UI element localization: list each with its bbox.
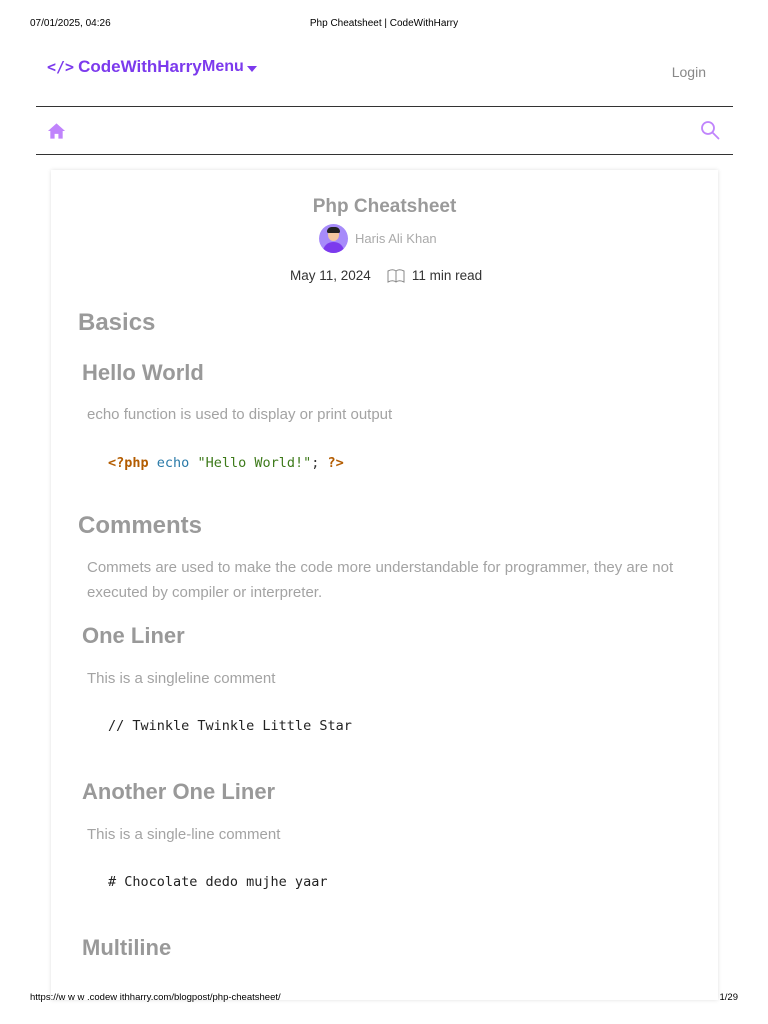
menu-dropdown-button[interactable] — [202, 58, 257, 76]
code-block-hello — [108, 455, 344, 471]
code-semicolon: ; — [311, 455, 320, 471]
heading-multiline: Multiline — [82, 935, 172, 960]
code-brackets-icon: </> — [47, 58, 75, 76]
heading-another-one-liner: Another One Liner — [82, 779, 276, 804]
print-page-title: Php Cheatsheet | CodeWithHarry — [309, 18, 459, 29]
brand-logo[interactable] — [47, 57, 202, 77]
print-footer — [0, 992, 768, 1006]
publish-date: May 11, 2024 — [290, 268, 371, 283]
comments-description: Commets are used to make the code more understandable for programmer, they are not executed by compiler or interpreter. — [87, 559, 674, 601]
author-avatar — [319, 224, 348, 253]
print-datetime: 07/01/2025, 04:26 — [30, 18, 111, 29]
author-name: Haris Ali Khan — [355, 231, 437, 246]
code-string: "Hello World!" — [197, 455, 312, 471]
top-navbar — [36, 52, 733, 107]
hello-description: echo function is used to display or print output — [87, 406, 393, 423]
article-title: Php Cheatsheet — [312, 196, 457, 217]
print-header — [0, 18, 768, 34]
article-meta — [290, 268, 482, 283]
secondary-navbar — [36, 108, 733, 155]
book-open-icon — [387, 269, 405, 283]
code-echo-keyword: echo — [156, 455, 190, 471]
code-php-close-tag: ?> — [327, 455, 344, 471]
heading-one-liner: One Liner — [82, 623, 185, 648]
author-byline[interactable] — [319, 224, 437, 253]
print-page-number: 1/29 — [719, 992, 738, 1003]
caret-down-icon — [247, 66, 257, 72]
code-block-one-liner: // Twinkle Twinkle Little Star — [108, 718, 352, 734]
menu-label: Menu — [202, 58, 244, 75]
search-icon[interactable] — [700, 120, 720, 140]
one-liner-description: This is a singleline comment — [87, 670, 276, 687]
home-icon[interactable] — [47, 122, 66, 140]
print-url: https://w w w .codew ithharry.com/blogpost/php-cheatsheet/ — [30, 992, 281, 1003]
code-php-open-tag: <?php — [108, 455, 149, 471]
brand-name: CodeWithHarry — [78, 57, 202, 76]
code-block-another-one-liner: # Chocolate dedo mujhe yaar — [108, 874, 328, 890]
heading-basics: Basics — [78, 309, 156, 336]
article-card — [51, 170, 718, 1000]
another-one-liner-description: This is a single-line comment — [87, 826, 281, 843]
login-link[interactable]: Login — [671, 64, 706, 80]
read-time: 11 min read — [411, 268, 483, 283]
heading-comments: Comments — [78, 512, 203, 539]
heading-hello-world: Hello World — [82, 360, 204, 385]
